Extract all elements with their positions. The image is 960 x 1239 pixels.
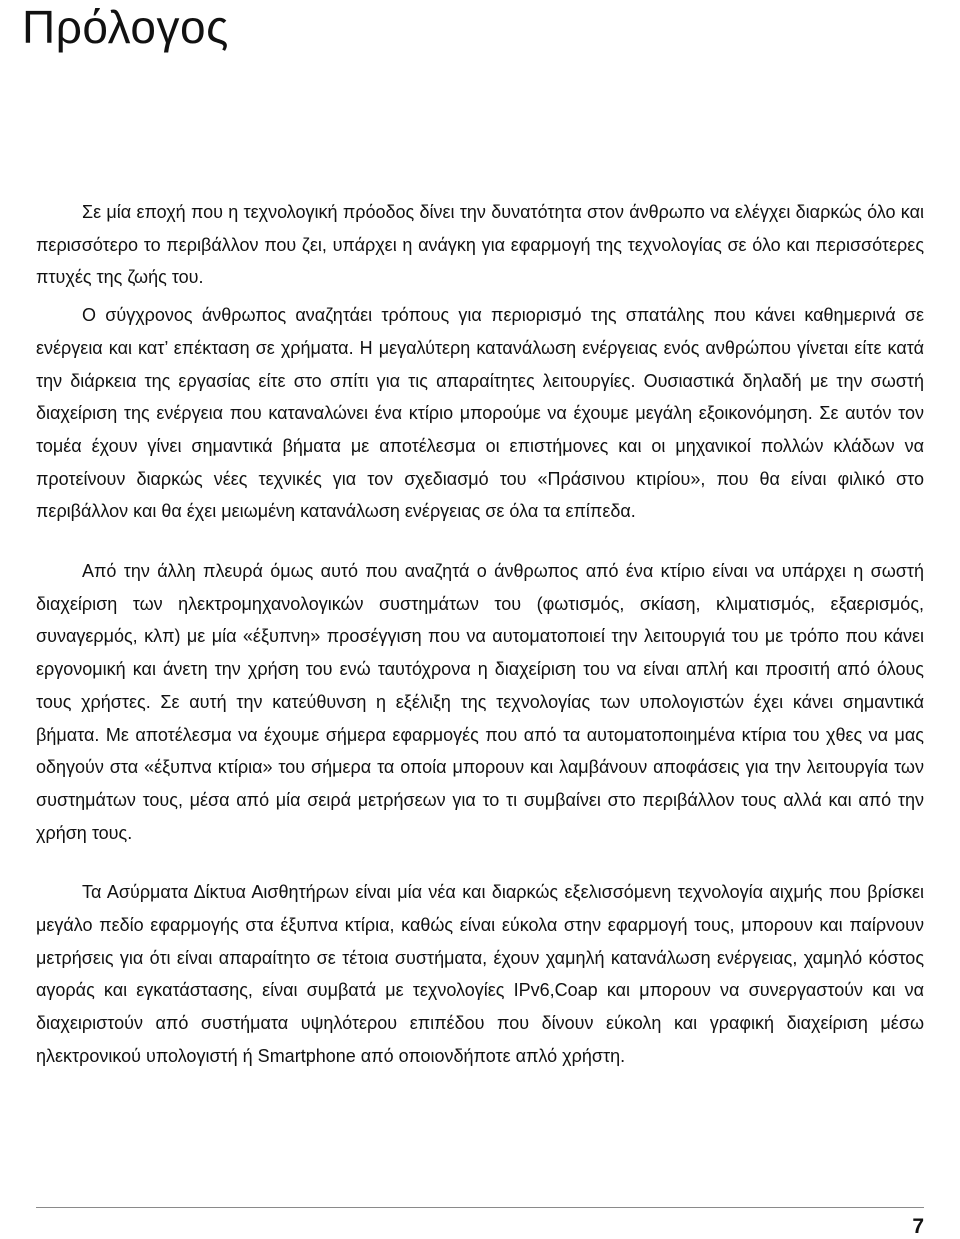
- paragraph-smart-building: Από την άλλη πλευρά όμως αυτό που αναζητά ο άνθρωπος από ένα κτίριο είναι να υπάρχει η σωστή διαχείριση των ηλεκτρομηχανολογικών συστημάτων του (φωτισμός, σκίαση, κλιματισμός, εξαερισμός, συναγερμός, κλπ) με μία «έξυπνη» προσέγγιση που να αυτοματοποιεί την λειτουργιά του με τρόπο που κάνει εργονομική και άνετη την χρήση του ενώ ταυτόχρονα η διαχείριση του να είναι απλή και προσιτή από όλους τους χρήστες. Σε αυτή την κατεύθυνση η εξέλιξη της τεχνολογίας των υπολογιστών έχει κάνει σημαντικά βήματα. Με αποτέλεσμα να έχουμε σήμερα εφαρμογές που από τα αυτοματοποιημένα κτίρια του χθες να μας οδηγούν στα «έξυπνα κτίρια» του σήμερα τα οποία μπορουν και λαμβάνουν αποφάσεις για την λειτουργία των συστημάτων τους, μέσα από μία σειρά μετρήσεων για το τι συμβαίνει στο περιβάλλον τους αλλά και από την χρήση τους.: [36, 561, 924, 843]
- page-number: 7: [912, 1215, 924, 1238]
- page-title: Πρόλογος: [22, 1, 229, 53]
- paragraph-energy: Ο σύγχρονος άνθρωπος αναζητάει τρόπους για περιορισμό της σπατάλης που κάνει καθημερινά σε ενέργεια και κατ’ επέκταση σε χρήματα. Η μεγαλύτερη κατανάλωση ενέργειας ενός ανθρώπου γίνεται είτε κατά την διάρκεια της εργασίας είτε στο σπίτι για τις απαραίτητες λειτουργίες. Ουσιαστικά δηλαδή με την σωστή διαχείριση της ενέργεια που καταναλώνει ένα κτίριο μπορούμε να έχουμε μεγάλη εξοικονόμηση. Σε αυτόν τον τομέα έχουν γίνει σημαντικά βήματα με αποτέλεσμα οι επιστήμονες και οι μηχανικοί πολλών κλάδων να προτείνουν διαρκώς νέες τεχνικές για τον σχεδιασμό του «Πράσινου κτιρίου», που θα είναι φιλικό στο περιβάλλον και θα έχει μειωμένη κατανάλωση ενέργειας σε όλα τα επίπεδα.: [36, 305, 924, 522]
- paragraph-wireless-sensors: Τα Ασύρματα Δίκτυα Αισθητήρων είναι μία νέα και διαρκώς εξελισσόμενη τεχνολογία αιχμής που βρίσκει μεγάλο πεδίο εφαρμογής στα έξυπνα κτίρια, καθώς είναι εύκολα στην εφαρμογή τους, μπορουν και παίρνουν μετρήσεις για ότι είναι απαραίτητο σε τέτοια συστήματα, έχουν χαμηλή κατανάλωση ενέργειας, χαμηλό κόστος αγοράς και εγκατάστασης, είναι συμβατά με τεχνολογίες IPv6,Coap και μπορουν να συνεργαστούν και να διαχειριστούν από συστήματα υψηλότερου επιπέδου που δίνουν εύκολη και γραφική διαχείριση μέσω ηλεκτρονικού υπολογιστή ή Smartphone από οποιονδήποτε απλό χρήστη.: [36, 882, 924, 1066]
- footer-divider: [36, 1207, 924, 1208]
- paragraph-intro: Σε μία εποχή που η τεχνολογική πρόοδος δίνει την δυνατότητα στον άνθρωπο να ελέγχει διαρκώς όλο και περισσότερο το περιβάλλον που ζει, υπάρχει η ανάγκη για εφαρμογή της τεχνολογίας σε όλο και περισσότερες πτυχές της ζωής του.: [36, 202, 924, 288]
- document-body: [36, 196, 924, 1073]
